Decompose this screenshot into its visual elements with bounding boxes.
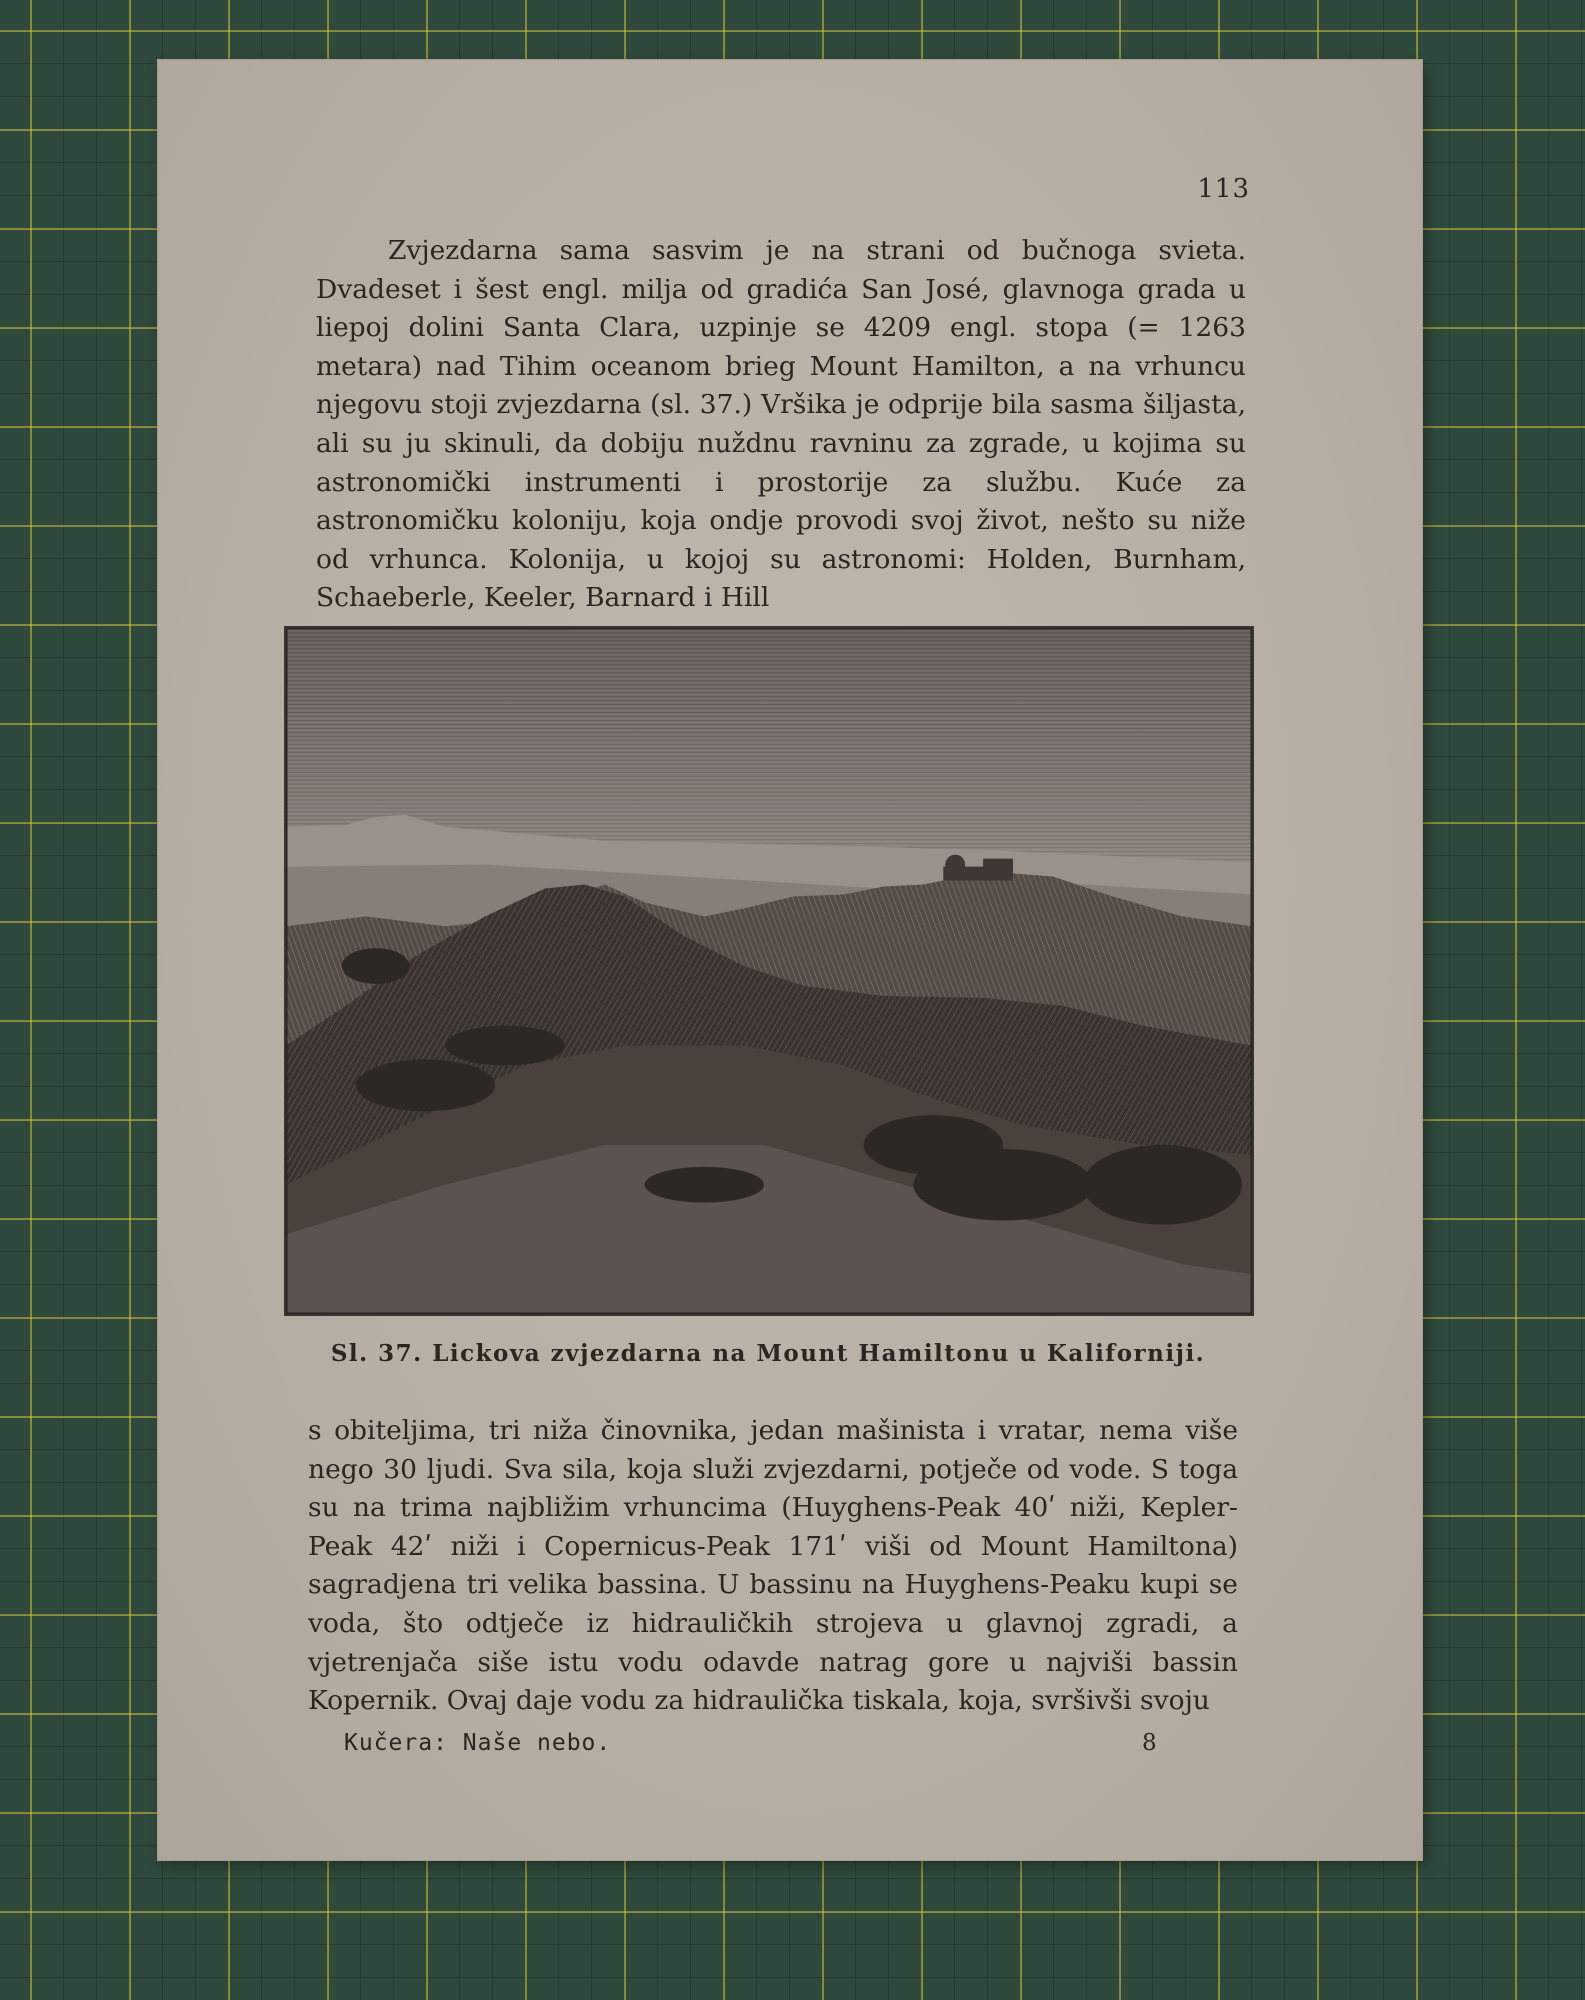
- figure-caption: Sl. 37. Lickova zvjezdarna na Mount Hamiltonu u Kaliforniji.: [330, 1340, 1206, 1367]
- paragraph-top: Zvjezdarna sama sasvim je na strani od bučnoga svieta. Dvadeset i šest engl. milja od gradića San José, glavnoga grada u liepoj dolini Santa Clara, uzpinje se 4209 engl. stopa (= 1263 metara) nad Tihim oceanom brieg Mount Hamilton, a na vrhuncu njegovu stoji zvjezdarna (sl. 37.) Vršika je odprije bila sasma šiljasta, ali su ju skinuli, da dobiju nuždnu ravninu za zgrade, u kojima su astronomički instrumenti i prostorije za službu. Kuće za astronomičku koloniju, koja ondje provodi svoj život, nešto su niže od vrhunca. Kolonija, u kojoj su astronomi: Holden, Burnham, Schaeberle, Keeler, Barnard i Hill: [316, 235, 1246, 614]
- paragraph-bottom: s obiteljima, tri niža činovnika, jedan mašinista i vratar, nema više nego 30 ljudi. Sva sila, koja služi zvjezdarni, potječe od vode. S toga su na trima najbližim vrhuncima (Huyghens-Peak 40ʹ niži, Kepler-Peak 42ʹ niži i Copernicus-Peak 171ʹ viši od Mount Hamiltona) sagradjena tri velika bassina. U bassinu na Huyghens-Peaku kupi se voda, što odtječe iz hidrauličkih strojeva u glavnoj zgradi, a vjetrenjača siše istu vodu odavde natrag gore u najviši bassin Kopernik. Ovaj daje vodu za hidraulička tiskala, koja, svršivši svoju: [308, 1415, 1238, 1717]
- book-page: [158, 60, 1422, 1860]
- mountain-observatory-engraving: [286, 628, 1252, 1314]
- engraving-illustration: [284, 626, 1254, 1316]
- footer-book-title: Kučera: Naše nebo.: [344, 1730, 612, 1756]
- page-number: 113: [1197, 174, 1250, 204]
- footer-signature-number: 8: [1142, 1730, 1157, 1756]
